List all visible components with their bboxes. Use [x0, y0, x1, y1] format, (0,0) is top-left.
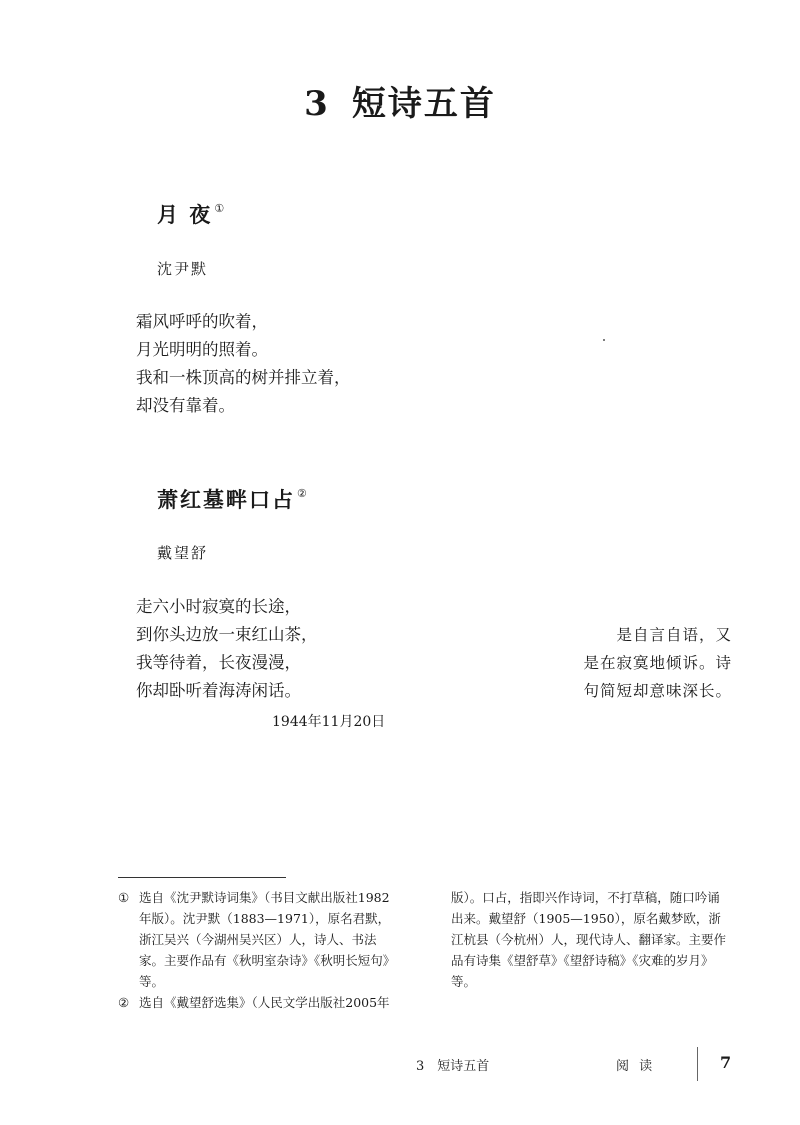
poem-2-title-text: 萧红墓畔口占	[157, 487, 295, 512]
page-number: 7	[720, 1053, 732, 1072]
chapter-number: 3	[304, 84, 330, 124]
poem-1-line: 却没有靠着。	[136, 396, 235, 415]
footnote-1-text: 选自《沈尹默诗词集》（书目文献出版社1982年版）。沈尹默（1883—1971），原名君默，浙江吴兴（今湖州吴兴区）人，诗人、书法家。主要作品有《秋明室杂诗》《秋明长短句》等。	[139, 890, 391, 989]
poem-1-title-text: 月 夜	[157, 202, 213, 227]
poem-2-note-mark: ②	[297, 487, 309, 500]
annotation-line: 是在寂寞地倾诉。诗	[583, 654, 732, 672]
poem-2-line: 你却卧听着海涛闲话。	[136, 681, 301, 700]
chapter-title-text: 短诗五首	[351, 84, 496, 124]
margin-annotation	[583, 621, 732, 705]
footnotes-right-column	[451, 887, 726, 992]
footer-section: 阅 读	[616, 1059, 656, 1074]
poem-2-line: 到你头边放一束红山茶，	[136, 625, 318, 644]
footnote-1	[118, 887, 393, 992]
footnote-rule	[118, 877, 286, 878]
poem-1-line: 月光明明的照着。	[136, 340, 268, 359]
poem-2-author: 戴望舒	[157, 544, 209, 562]
poem-2-line: 走六小时寂寞的长途，	[136, 597, 301, 616]
poem-1-author: 沈尹默	[157, 260, 209, 278]
footer-separator	[697, 1047, 698, 1081]
annotation-line: 是自言自语，又	[616, 626, 732, 644]
footnote-2-text: 选自《戴望舒选集》（人民文学出版社2005年	[139, 995, 390, 1010]
poem-2-title	[157, 484, 309, 514]
poem-1-line: 霜风呼呼的吹着，	[136, 312, 268, 331]
scan-speck	[603, 339, 605, 341]
footnotes-left-column	[118, 887, 393, 1013]
annotation-line: 句简短却意味深长。	[583, 682, 732, 700]
footnote-2	[118, 992, 393, 1013]
chapter-title	[0, 76, 800, 125]
footnote-2-continued: 版）。口占，指即兴作诗词，不打草稿，随口吟诵出来。戴望舒（1905—1950），原名戴梦欧，浙江杭县（今杭州）人，现代诗人、翻译家。主要作品有诗集《望舒草》《望舒诗稿》《灾难的岁月》等。	[451, 890, 727, 989]
footer-chapter-label: 3 短诗五首	[416, 1059, 490, 1074]
poem-2-body	[136, 593, 318, 705]
poem-1-line: 我和一株顶高的树并排立着，	[136, 368, 351, 387]
poem-1-title	[157, 199, 226, 229]
poem-2-line: 我等待着，长夜漫漫，	[136, 653, 301, 672]
poem-2-date: 1944年11月20日	[272, 714, 386, 730]
footnote-1-mark: ①	[118, 890, 130, 905]
poem-1-body	[136, 308, 351, 420]
footnote-2-mark: ②	[118, 995, 130, 1010]
poem-1-note-mark: ①	[214, 202, 227, 215]
